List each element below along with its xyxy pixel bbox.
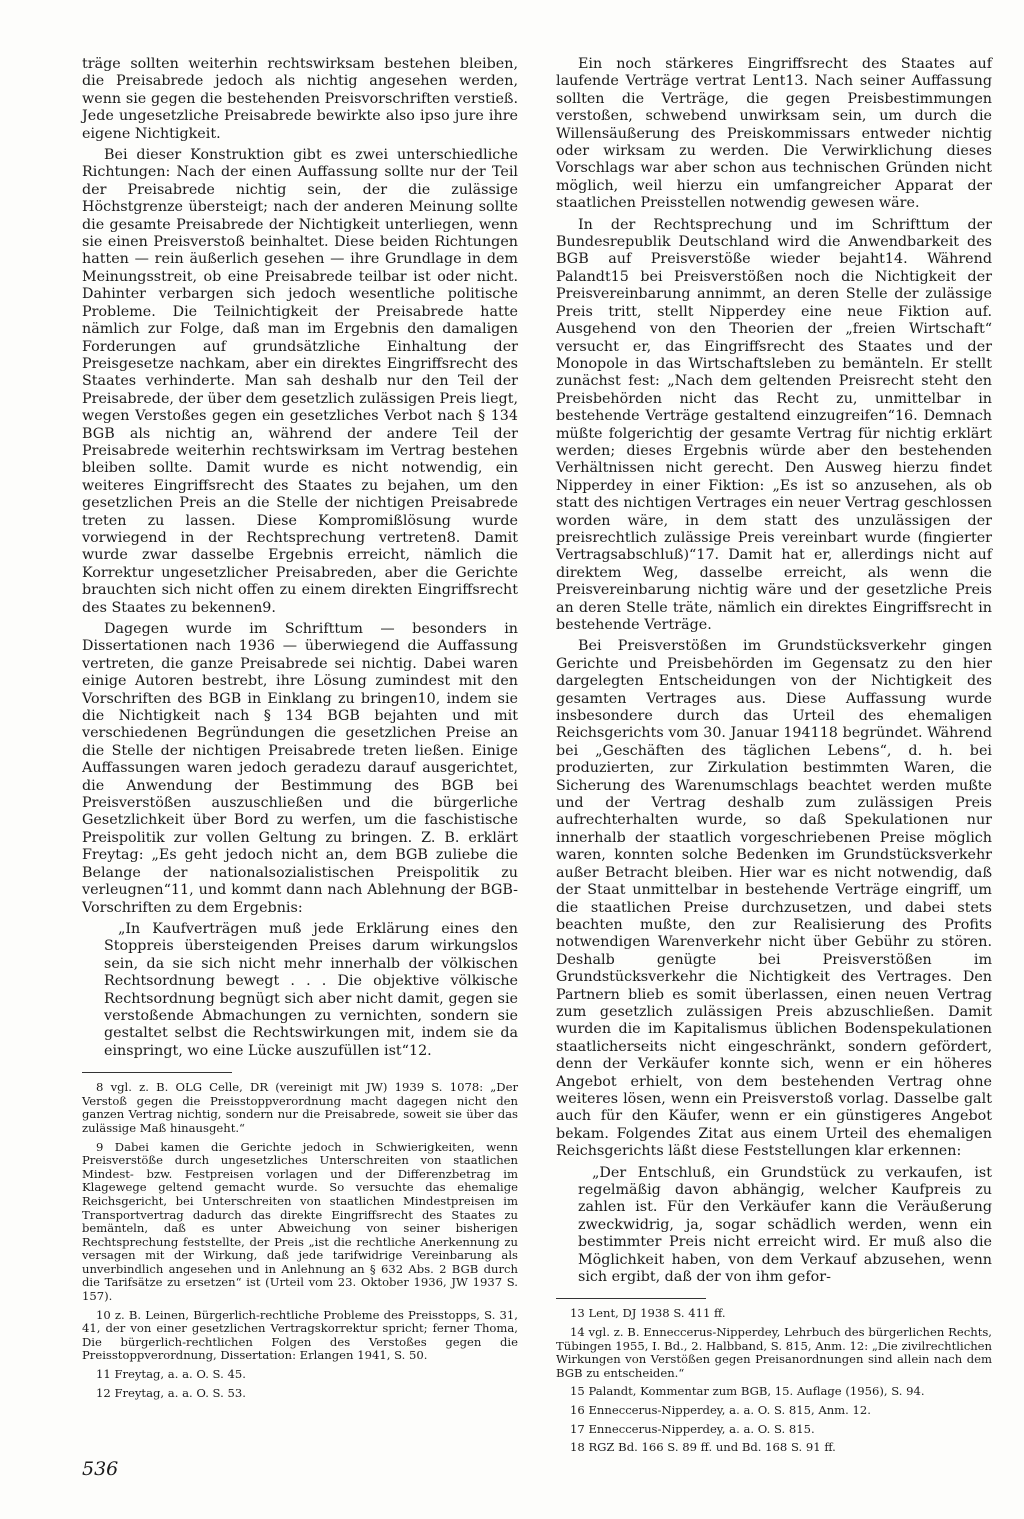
footnote-18: 18 RGZ Bd. 166 S. 89 ff. und Bd. 168 S. 91 ff. <box>570 1440 836 1455</box>
footnote-16: 16 Enneccerus-Nipperdey, a. a. O. S. 815, Anm. 12. <box>570 1403 871 1417</box>
right-paragraph-2: In der Rechtsprechung und im Schrifttum der Bundesrepublik Deutschland wird die Anwendbarkeit des BGB auf Preisverstöße wieder bejaht14. Während Palandt15 bei Preisverstößen noch die Nichtigkeit der Preisvereinbarung annimmt, an deren Stelle der zulässige Preis tritt, stellt Nipperdey eine neue Fiktion auf. Ausgehend von den Theorien der „freien Wirtschaft“ versucht er, das Eingriffsrecht des Staates und der Monopole in das Wirtschaftsleben zu bemänteln. Er stellt zunächst fest: „Nach dem geltenden Preisrecht steht den Preisbehörden nicht das Recht zu, unmittelbar in bestehende Verträge gestaltend einzugreifen“16. Demnach müßte folgerichtig der gesamte Vertrag für nichtig erklärt werden; dieses Ergebnis würde aber den bestehenden Verhältnissen nicht gerecht. Den Ausweg hierzu findet Nipperdey in einer Fiktion: „Es ist so anzusehen, als ob statt des nichtigen Vertrages ein neuer Vertrag geschlossen worden wäre, in dem statt des unzulässigen der preisrechtlich zulässige Preis vereinbart wurde (fingierter Vertragsabschluß)“17. Damit hat er, allerdings nicht auf direktem Weg, dasselbe erreicht, als wenn die Preisvereinbarung nichtig wäre und der gesetzliche Preis an deren Stelle träte, nämlich ein direktes Eingriffsrecht in bestehende Verträge. <box>556 216 992 633</box>
footnote-14: 14 vgl. z. B. Enneccerus-Nipperdey, Lehrbuch des bürgerlichen Rechts, Tübingen 1955, I. Bd., 2. Halbband, S. 815, Anm. 12: „Die zivilrechtlichen Wirkungen von Verstößen gegen Preisanordnungen sind allein nach dem BGB zu entscheiden.“ <box>556 1325 992 1380</box>
left-footnote-divider <box>82 1072 232 1073</box>
footnote-17: 17 Enneccerus-Nipperdey, a. a. O. S. 815. <box>570 1421 815 1436</box>
right-footnote-divider <box>556 1298 706 1299</box>
right-column <box>556 56 992 1460</box>
page-number: 536 <box>82 1458 119 1480</box>
footnote-9: 9 Dabei kamen die Gerichte jedoch in Schwierigkeiten, wenn Preisverstöße durch ungesetzliches Unterschreiten von staatlichen Mindest- bzw. Festpreisen vorlagen und der Differenzbetrag im Klagewege geltend gemacht wurde. So versuchte das ehemalige Reichsgericht, bei Unterschreiten von staatlichen Mindestpreisen im Transportvertrag dadurch das direkte Eingriffsrecht des Staates zu bemänteln, daß es unter Abweichung von seiner bisherigen Rechtsprechung feststellte, der Preis „ist die rechtliche Anerkennung zu versagen mit der Wirkung, daß jede tarifwidrige Vereinbarung als unverbindlich angesehen und in Anlehnung an § 632 Abs. 2 BGB durch die Tarifsätze zu ersetzen“ ist (Urteil vom 23. Oktober 1936, JW 1937 S. 157). <box>82 1139 518 1304</box>
left-quote-text: „In Kaufverträgen muß jede Erklärung eines den Stoppreis übersteigenden Preises darum wirkungslos sein, da sie sich nicht mehr innerhalb der völkischen Rechtsordnung bewegt . . . Die objektive völkische Rechtsordnung begnügt sich aber nicht damit, gegen sie verstoßende Abmachungen zu vernichten, sondern sie gestaltet selbst die Rechtswirkungen mit, indem sie da einspringt, wo eine Lücke auszufüllen ist“12. <box>104 920 518 1059</box>
right-paragraph-1: Ein noch stärkeres Eingriffsrecht des Staates auf laufende Verträge vertrat Lent13. Nach seiner Auffassung sollten die Verträge, die gegen Preisbestimmungen verstoßen, schwebend unwirksam sein, um durch die Willensäußerung des Preiskommissars entweder nichtig oder wirksam zu werden. Die Verwirklichung dieses Vorschlags war aber schon aus technischen Gründen nicht möglich, weil hierzu ein umfangreicher Apparat der staatlichen Preisstellen notwendig gewesen wäre. <box>556 56 992 212</box>
left-paragraph-1: träge sollten weiterhin rechtswirksam bestehen bleiben, die Preisabrede jedoch als nichtig angesehen werden, wenn sie gegen die bestehenden Preisvorschriften verstieß. Jede ungesetzliche Preisabrede bewirkte also ipso jure ihre eigene Nichtigkeit. <box>82 56 518 142</box>
left-block-quote <box>104 921 518 1060</box>
footnote-13: 13 Lent, DJ 1938 S. 411 ff. <box>570 1306 726 1321</box>
right-quote-text: „Der Entschluß, ein Grundstück zu verkaufen, ist regelmäßig davon abhängig, welcher Kaufpreis zu zahlen ist. Für den Verkäufer kann die Veräußerung zweckwidrig, ja, sogar schädlich werden, wenn ein bestimmter Preis nicht erreicht wird. Er muß also die Möglichkeit haben, von dem Verkauf abzusehen, wenn sich ergibt, daß der von ihm gefor- <box>578 1164 992 1286</box>
left-column <box>82 56 518 1405</box>
right-block-quote <box>578 1165 992 1287</box>
footnote-10: 10 z. B. Leinen, Bürgerlich-rechtliche Probleme des Preisstopps, S. 31, 41, der von einer gesetzlichen Vertragskorrektur spricht; ferner Thoma, Die bürgerlich-rechtlichen Folgen des Verstoßes gegen die Preisstoppverordnung, Dissertation: Erlangen 1941, S. 50. <box>82 1307 518 1363</box>
left-paragraph-3: Dagegen wurde im Schrifttum — besonders in Dissertationen nach 1936 — überwiegend die Auffassung vertreten, die ganze Preisabrede sei nichtig. Dabei waren einige Autoren bestrebt, ihre Lösung zumindest mit den Vorschriften des BGB in Einklang zu bringen10, indem sie die Nichtigkeit nach § 134 BGB bejahten und mit verschiedenen Begründungen die gesetzlichen Preise an die Stelle der nichtigen Preisabrede treten ließen. Einige Auffassungen waren jedoch geradezu darauf ausgerichtet, die Anwendung der Bestimmung des BGB bei Preisverstößen auszuschließen und die bürgerliche Gesetzlichkeit über Bord zu werfen, um die faschistische Preispolitik zur vollen Geltung zu bringen. Z. B. erklärt Freytag: „Es geht jedoch nicht an, dem BGB zuliebe die Belange der nationalsozialistischen Preispolitik zu verleugnen“11, und kommt dann nach Ablehnung der BGB-Vorschriften zu dem Ergebnis: <box>82 621 518 916</box>
left-paragraph-2: Bei dieser Konstruktion gibt es zwei unterschiedliche Richtungen: Nach der einen Auffassung sollte nur der Teil der Preisabrede nichtig sein, der die zulässige Höchstgrenze übersteigt; nach der anderen Meinung sollte die gesamte Preisabrede der Nichtigkeit unterliegen, wenn sie einen Preisverstoß beinhaltet. Diese beiden Richtungen hatten — rein äußerlich gesehen — ihre Grundlage in dem Meinungsstreit, ob eine Preisabrede teilbar ist oder nicht. Dahinter verbargen sich jedoch wesentliche politische Probleme. Die Teilnichtigkeit der Preisabrede hatte nämlich zur Folge, daß man im Ergebnis den damaligen Forderungen auf grundsätzliche Einhaltung der Preisgesetze nachkam, aber ein direktes Eingriffsrecht des Staates verhinderte. Man sah deshalb nur den Teil der Preisabrede, der über dem gesetzlich zulässigen Preis liegt, wegen Verstoßes gegen ein gesetzliches Verbot nach § 134 BGB als nichtig an, während der andere Teil der Preisabrede weiterhin rechtswirksam im Vertrag bestehen bleiben sollte. Damit wurde es nicht notwendig, ein weiteres Eingriffsrecht des Staates zu bejahen, um den gesetzlichen Preis an die Stelle der nichtigen Preisabrede treten zu lassen. Diese Kompromißlösung wurde vorwiegend in der Rechtsprechung vertreten8. Damit wurde zwar dasselbe Ergebnis erreicht, nämlich die Korrektur ungesetzlicher Preisabreden, aber die Gerichte brauchten sich nicht offen zu einem direkten Eingriffsrecht des Staates zu bekennen9. <box>82 147 518 616</box>
right-paragraph-3: Bei Preisverstößen im Grundstücksverkehr gingen Gerichte und Preisbehörden im Gegensatz zu den hier dargelegten Entscheidungen von der Nichtigkeit des gesamten Vertrages aus. Diese Auffassung wurde insbesondere durch das Urteil des ehemaligen Reichsgerichts vom 30. Januar 194118 begründet. Während bei „Geschäften des täglichen Lebens“, d. h. bei produzierten, zur Zirkulation bestimmten Waren, die Sicherung des Warenumschlags beachtet werden mußte und der Vertrag deshalb zum zulässigen Preis aufrechterhalten wurde, so daß Spekulationen nur innerhalb der staatlich vorgeschriebenen Preise möglich waren, konnten solche Bedenken im Grundstücksverkehr außer Betracht bleiben. Hier war es nicht notwendig, daß der Staat unmittelbar in bestehende Verträge eingriff, um die staatlichen Preise durchzusetzen, und dabei stets beachten mußte, den zur Realisierung des Profits notwendigen Warenverkehr nicht über Gebühr zu stören. Deshalb genügte bei Preisverstößen im Grundstücksverkehr die Nichtigkeit des Vertrages. Den Partnern blieb es somit überlassen, einen neuen Vertrag zum gesetzlich zulässigen Preis abzuschließen. Damit wurden die im Kapitalismus üblichen Bodenspekulationen staatlicherseits nicht eingeschränkt, sondern gefördert, denn der Verkäufer konnte sich, wenn er ein höheres Angebot erhielt, von dem bestehenden Vertrag ohne weiteres lösen, wenn ein Preisverstoß vorlag. Dasselbe galt auch für den Käufer, wenn er ein günstigeres Angebot bekam. Folgendes Zitat aus einem Urteil des ehemaligen Reichsgerichts läßt diese Feststellungen klar erkennen: <box>556 638 992 1160</box>
footnote-15: 15 Palandt, Kommentar zum BGB, 15. Auflage (1956), S. 94. <box>570 1384 925 1399</box>
footnote-12: 12 Freytag, a. a. O. S. 53. <box>96 1385 246 1400</box>
footnote-11: 11 Freytag, a. a. O. S. 45. <box>96 1367 246 1382</box>
footnote-8: 8 vgl. z. B. OLG Celle, DR (vereinigt mit JW) 1939 S. 1078: „Der Verstoß gegen die Preisstoppverordnung macht dagegen nicht den ganzen Vertrag nichtig, sondern nur die Preisabrede, soweit sie über das zulässige Maß hinausgeht.“ <box>82 1080 518 1135</box>
